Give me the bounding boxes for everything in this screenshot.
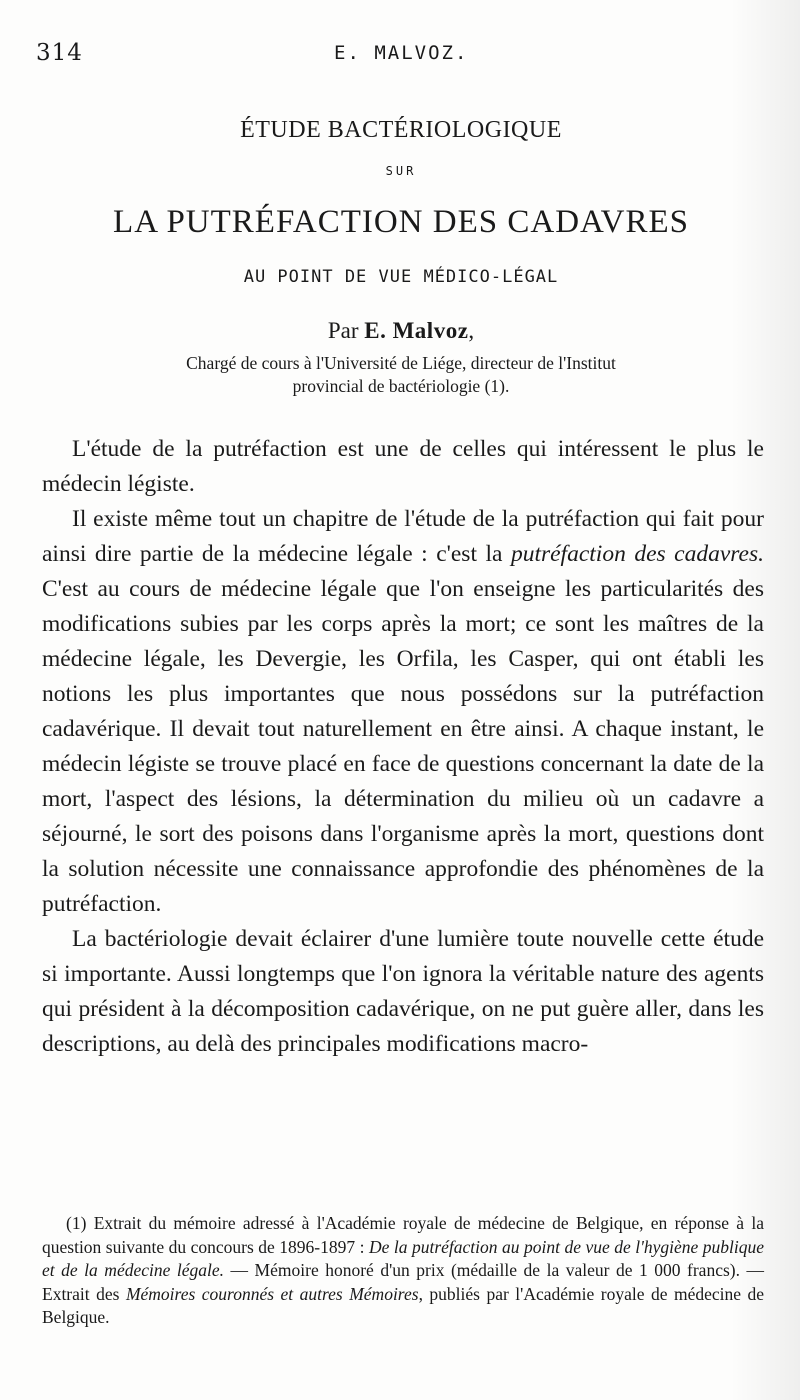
main-title: LA PUTRÉFACTION DES CADAVRES <box>113 204 689 240</box>
footnote <box>42 1212 764 1330</box>
paragraph-2-italic: putréfaction des cadavres. <box>510 541 764 567</box>
paragraph-3: La bactériologie devait éclairer d'une lumière toute nouvelle cette étude si importante. Aussi longtemps que l'on ignora la véritable nature des agents qui président à la décomposition cadavérique, on ne put guère aller, dans les descriptions, au delà des principales modifications macro- <box>42 926 764 1057</box>
byline-suffix: , <box>468 318 475 343</box>
running-title: E. MALVOZ. <box>334 42 469 64</box>
title-line-1: ÉTUDE BACTÉRIOLOGIQUE <box>240 117 562 143</box>
title-line-2: SUR <box>385 164 417 178</box>
paragraph-1: L'étude de la putréfaction est une de celles qui intéressent le plus le médecin légiste. <box>42 436 764 497</box>
footnote-part-a: (1) Extrait du mémoire adressé à l'Académie royale de médecine de Belgique, en réponse à la question suivante du concours de 1896-1897 : <box>42 1213 764 1257</box>
footnote-text <box>42 1212 764 1330</box>
footnote-italic-2: Mémoires couronnés et autres Mémoires <box>125 1283 419 1304</box>
title-block <box>36 112 766 398</box>
footnote-part-b: — Mémoire honoré d'un prix (médaille de la valeur de 1 000 francs). — Extrait des <box>42 1260 764 1304</box>
paragraph-2-start: Il existe même tout un chapitre de l'étude de la putréfaction qui fait pour ainsi dire partie de la médecine légale : c'est la <box>42 506 764 567</box>
running-head <box>36 40 766 74</box>
author-name: E. Malvoz <box>364 318 469 343</box>
byline <box>36 314 766 348</box>
affiliation-line-2: provincial de bactériologie (1). <box>292 376 510 396</box>
paragraph-2-end: C'est au cours de médecine légale que l'on enseigne les particularités des modifications subies par les corps après la mort; ce sont les maîtres de la médecine légale, les Devergie, les Orfila, les Casper, qui ont établi les notions les plus importantes que nous possédons sur la putréfaction cadavérique. Il devait tout naturellement en être ainsi. A chaque instant, le médecin légiste se trouve placé en face de questions concernant la date de la mort, l'aspect des lésions, la détermination du milieu où un cadavre a séjourné, le sort des poisons dans l'organisme après la mort, questions dont la solution nécessite une connaissance approfondie des phénomènes de la putréfaction. <box>42 576 764 917</box>
body-text <box>42 432 764 1062</box>
byline-prefix: Par <box>327 318 359 343</box>
affiliation-line-1: Chargé de cours à l'Université de Liége, directeur de l'Institut <box>186 353 616 373</box>
author-affiliation <box>36 352 766 398</box>
paragraph-2 <box>42 502 764 922</box>
subtitle: AU POINT DE VUE MÉDICO-LÉGAL <box>243 267 559 287</box>
page-number: 314 <box>36 40 83 66</box>
footnote-italic-1: De la putréfaction au point de vue de l'hygiène publique et de la médecine légale. <box>42 1236 764 1280</box>
footnote-part-c: , publiés par l'Académie royale de médecine de Belgique. <box>42 1283 765 1327</box>
